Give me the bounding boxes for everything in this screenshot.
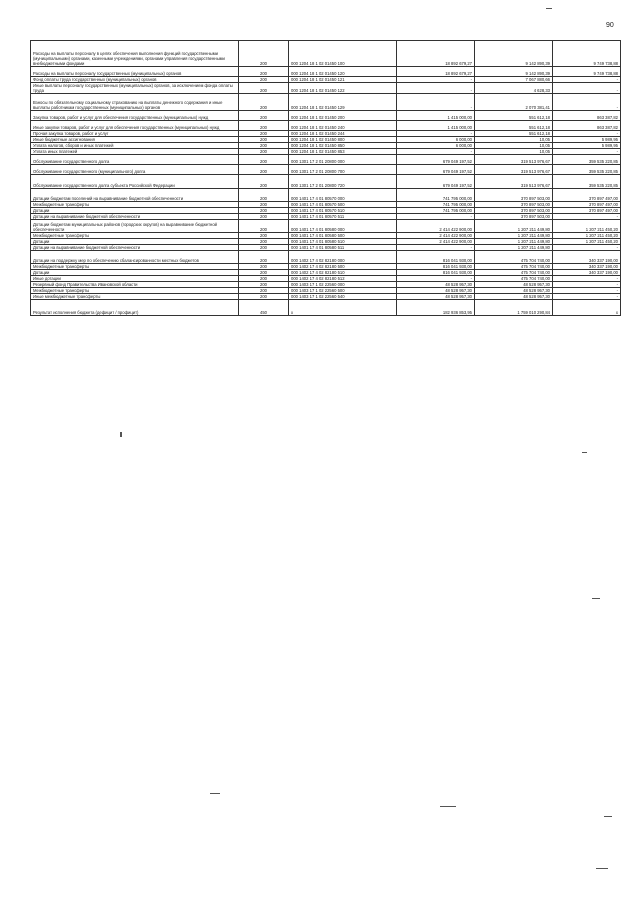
row-line-code: 200 [239, 94, 289, 111]
row-budget-code: 000 1301 17 2 01 20800 700 [289, 165, 397, 175]
row-name: Результат исполнения бюджета (дефицит / профицит) [31, 300, 239, 316]
row-name: Обслуживание государственного (муниципального) долга [31, 165, 239, 175]
table-row [31, 83, 621, 94]
row-line-code: 200 [239, 276, 289, 282]
row-remaining: - [553, 294, 621, 300]
row-budget-code: 000 1204 18 1 02 01450 200 [289, 111, 397, 121]
row-line-code: 200 [239, 41, 289, 67]
row-line-code: 200 [239, 83, 289, 94]
row-name: Обслуживание государственного долга субъекта Российской Федерации [31, 175, 239, 189]
row-executed: 370 897 503,00 [475, 208, 553, 214]
row-name: Иные бюджетные ассигнования [31, 137, 239, 143]
result-row [31, 300, 621, 316]
row-remaining: - [553, 276, 621, 282]
row-line-code: 200 [239, 121, 289, 131]
row-remaining: - [553, 245, 621, 251]
row-executed: 10,05 [475, 137, 553, 143]
row-budget-code: 000 1402 17 4 02 82180 510 [289, 270, 397, 276]
row-approved: - [397, 131, 475, 137]
row-remaining: - [553, 94, 621, 111]
table-row [31, 165, 621, 175]
table-row [31, 155, 621, 165]
row-remaining: 340 337 190,00 [553, 264, 621, 270]
row-line-code: 200 [239, 270, 289, 276]
row-executed: 10,05 [475, 149, 553, 155]
row-name: Взносы по обязательному социальному страхованию на выплаты денежного содержания и иные выплаты работникам государственных (муниципальных) органов [31, 94, 239, 111]
row-approved: 2 414 422 900,00 [397, 233, 475, 239]
row-line-code: 200 [239, 149, 289, 155]
row-name: Прочая закупка товаров, работ и услуг [31, 131, 239, 137]
row-remaining: 370 897 497,00 [553, 202, 621, 208]
row-budget-code: 000 1402 17 4 02 82180 000 [289, 251, 397, 264]
row-budget-code: 000 1403 17 1 02 22560 000 [289, 282, 397, 288]
row-executed: 7 067 880,66 [475, 77, 553, 83]
row-budget-code: 000 1204 18 1 02 01450 853 [289, 149, 397, 155]
row-line-code: 200 [239, 155, 289, 165]
row-approved: 18 892 679,27 [397, 67, 475, 77]
budget-execution-table [30, 40, 621, 316]
row-approved: 182 936 853,95 [397, 300, 475, 316]
row-line-code: 200 [239, 251, 289, 264]
row-remaining: 370 897 497,00 [553, 208, 621, 214]
table-row [31, 251, 621, 264]
row-approved: 6 000,00 [397, 137, 475, 143]
row-remaining: 5 989,95 [553, 143, 621, 149]
table-row [31, 41, 621, 67]
row-name: Расходы на выплаты персоналу в целях обеспечения выполнения функций государственными (муниципальными) органами, казенными учреждениями, органами управления государственными внебюджетными фондами [31, 41, 239, 67]
row-line-code: 200 [239, 189, 289, 202]
row-budget-code: 000 1402 17 4 02 82180 512 [289, 276, 397, 282]
row-remaining: - [553, 288, 621, 294]
row-remaining: 863 387,82 [553, 111, 621, 121]
row-remaining: 340 337 190,00 [553, 251, 621, 264]
row-name: Дотации [31, 208, 239, 214]
table-row [31, 189, 621, 202]
row-remaining: - [553, 149, 621, 155]
row-name: Уплата иных платежей [31, 149, 239, 155]
row-name: Межбюджетные трансферты [31, 233, 239, 239]
row-remaining: - [553, 131, 621, 137]
table-row [31, 94, 621, 111]
row-executed: 370 897 503,00 [475, 189, 553, 202]
row-line-code: 200 [239, 175, 289, 189]
row-approved: 816 041 930,00 [397, 270, 475, 276]
row-line-code: 200 [239, 264, 289, 270]
row-remaining: 359 535 220,85 [553, 175, 621, 189]
row-approved: 741 795 000,00 [397, 208, 475, 214]
row-budget-code: 000 1401 17 4 01 80580 510 [289, 239, 397, 245]
row-budget-code: 000 1403 17 1 02 22560 500 [289, 288, 397, 294]
row-executed: 4 628,33 [475, 83, 553, 94]
row-executed: 48 528 957,30 [475, 282, 553, 288]
row-approved: 816 041 930,00 [397, 251, 475, 264]
row-approved: - [397, 214, 475, 220]
row-executed: 475 704 740,00 [475, 251, 553, 264]
row-approved: 2 414 422 900,00 [397, 239, 475, 245]
row-budget-code: 000 1401 17 4 01 80570 510 [289, 208, 397, 214]
row-executed: 319 513 976,67 [475, 175, 553, 189]
row-approved: 741 795 000,00 [397, 202, 475, 208]
row-budget-code: 000 1204 18 1 02 01450 121 [289, 77, 397, 83]
row-remaining: - [553, 282, 621, 288]
row-approved: 679 049 197,52 [397, 175, 475, 189]
table-row [31, 121, 621, 131]
row-budget-code: 000 1204 18 1 02 01450 850 [289, 143, 397, 149]
row-budget-code: 000 1301 17 2 01 20800 720 [289, 175, 397, 189]
row-approved: 1 415 000,00 [397, 111, 475, 121]
row-approved: 679 049 197,52 [397, 155, 475, 165]
row-executed: 1 207 211 449,80 [475, 245, 553, 251]
row-line-code: 200 [239, 165, 289, 175]
row-name: Дотации бюджетам поселений на выравнивание бюджетной обеспеченности [31, 189, 239, 202]
row-budget-code: 000 1204 18 1 02 01450 244 [289, 131, 397, 137]
row-remaining: 1 207 211 450,20 [553, 220, 621, 233]
row-line-code: 200 [239, 202, 289, 208]
row-remaining: - [553, 83, 621, 94]
row-line-code: 200 [239, 67, 289, 77]
row-remaining: 340 337 190,00 [553, 270, 621, 276]
row-budget-code: 000 1403 17 1 02 22560 540 [289, 294, 397, 300]
row-approved: - [397, 276, 475, 282]
row-approved: 1 415 000,00 [397, 121, 475, 131]
row-executed: 1 207 211 449,80 [475, 220, 553, 233]
row-name: Уплата налогов, сборов и иных платежей [31, 143, 239, 149]
row-executed: 48 528 957,30 [475, 294, 553, 300]
row-name: Дотации на поддержку мер по обеспечению сбалансированности местных бюджетов [31, 251, 239, 264]
row-name: Дотации [31, 270, 239, 276]
row-budget-code: 000 1204 18 1 02 01450 100 [289, 41, 397, 67]
row-name: Дотации на выравнивание бюджетной обеспеченности [31, 245, 239, 251]
row-approved: 6 000,00 [397, 143, 475, 149]
row-line-code: 200 [239, 111, 289, 121]
row-budget-code: 000 1401 17 4 01 80580 000 [289, 220, 397, 233]
row-line-code: 200 [239, 137, 289, 143]
row-line-code: 200 [239, 282, 289, 288]
row-budget-code: 000 1301 17 2 01 20800 000 [289, 155, 397, 165]
row-executed: 475 704 740,00 [475, 276, 553, 282]
row-executed: 551 612,18 [475, 111, 553, 121]
row-executed: 1 759 010 290,84 [475, 300, 553, 316]
row-name: Иные межбюджетные трансферты [31, 294, 239, 300]
row-executed: 10,05 [475, 143, 553, 149]
row-name: Межбюджетные трансферты [31, 288, 239, 294]
row-executed: 475 704 740,00 [475, 270, 553, 276]
row-line-code: 200 [239, 131, 289, 137]
row-name: Иные закупки товаров, работ и услуг для обеспечения государственных (муниципальных) нужд [31, 121, 239, 131]
row-executed: 319 513 976,67 [475, 165, 553, 175]
table-row [31, 245, 621, 251]
page-number: 90 [606, 22, 614, 29]
row-executed: 475 704 740,00 [475, 264, 553, 270]
row-approved: - [397, 83, 475, 94]
row-remaining: x [553, 300, 621, 316]
row-line-code: 200 [239, 214, 289, 220]
table-row [31, 111, 621, 121]
row-remaining: 9 749 738,88 [553, 41, 621, 67]
row-budget-code: 000 1401 17 4 01 80580 511 [289, 245, 397, 251]
row-budget-code: 000 1204 18 1 02 01450 122 [289, 83, 397, 94]
table-row [31, 77, 621, 83]
table-row [31, 175, 621, 189]
row-budget-code: 000 1204 18 1 02 01450 240 [289, 121, 397, 131]
row-remaining: 5 989,95 [553, 137, 621, 143]
row-approved: 48 528 957,30 [397, 288, 475, 294]
row-executed: 9 142 890,39 [475, 67, 553, 77]
row-approved: 2 414 422 900,00 [397, 220, 475, 233]
row-name: Дотации бюджетам муниципальных районов (городских округов) на выравнивание бюджетной обеспеченности [31, 220, 239, 233]
row-name: Дотации [31, 239, 239, 245]
row-budget-code: 000 1401 17 4 01 80580 500 [289, 233, 397, 239]
row-name: Резервный фонд Правительства Ивановской области [31, 282, 239, 288]
table-row [31, 214, 621, 220]
row-approved: - [397, 77, 475, 83]
row-name: Закупка товаров, работ и услуг для обеспечения государственных (муниципальных) нужд [31, 111, 239, 121]
row-budget-code: 000 1401 17 4 01 80570 500 [289, 202, 397, 208]
row-name: Расходы на выплаты персоналу государственных (муниципальных) органов [31, 67, 239, 77]
row-name: Иные дотации [31, 276, 239, 282]
row-remaining: 9 749 738,88 [553, 67, 621, 77]
row-line-code: 200 [239, 220, 289, 233]
row-approved: 18 892 679,27 [397, 41, 475, 67]
row-remaining: 1 207 211 450,20 [553, 233, 621, 239]
row-budget-code: 000 1401 17 4 01 80570 000 [289, 189, 397, 202]
row-approved: 741 795 000,00 [397, 189, 475, 202]
row-executed: 370 897 503,00 [475, 214, 553, 220]
row-executed: 9 142 890,39 [475, 41, 553, 67]
row-name: Фонд оплаты труда государственных (муниципальных) органов [31, 77, 239, 83]
row-budget-code: 000 1204 18 1 02 01450 800 [289, 137, 397, 143]
row-remaining: 370 897 497,00 [553, 189, 621, 202]
row-budget-code: 000 1204 18 1 02 01450 120 [289, 67, 397, 77]
row-name: Иные выплаты персоналу государственных (муниципальных) органов, за исключением фонда оплаты труда [31, 83, 239, 94]
row-remaining: 863 387,82 [553, 121, 621, 131]
row-line-code: 200 [239, 143, 289, 149]
row-executed: 2 070 381,41 [475, 94, 553, 111]
row-remaining: 359 535 220,85 [553, 155, 621, 165]
row-name: Межбюджетные трансферты [31, 264, 239, 270]
table-row [31, 282, 621, 288]
row-name: Межбюджетные трансферты [31, 202, 239, 208]
row-executed: 551 612,18 [475, 121, 553, 131]
row-executed: 319 513 976,67 [475, 155, 553, 165]
row-budget-code: x [289, 300, 397, 316]
table-row [31, 67, 621, 77]
row-approved: - [397, 245, 475, 251]
row-executed: 551 612,18 [475, 131, 553, 137]
row-executed: 1 207 211 449,80 [475, 239, 553, 245]
row-line-code: 200 [239, 294, 289, 300]
row-line-code: 200 [239, 288, 289, 294]
row-name: Дотации на выравнивание бюджетной обеспеченности [31, 214, 239, 220]
row-executed: 48 528 957,30 [475, 288, 553, 294]
row-approved: - [397, 149, 475, 155]
row-remaining: 359 535 220,85 [553, 165, 621, 175]
row-line-code: 200 [239, 245, 289, 251]
row-line-code: 450 [239, 300, 289, 316]
row-budget-code: 000 1402 17 4 02 82180 500 [289, 264, 397, 270]
row-approved: 816 041 930,00 [397, 264, 475, 270]
row-remaining: - [553, 214, 621, 220]
row-executed: 370 897 503,00 [475, 202, 553, 208]
row-approved: - [397, 94, 475, 111]
row-budget-code: 000 1401 17 4 01 80570 511 [289, 214, 397, 220]
row-line-code: 200 [239, 233, 289, 239]
row-approved: 48 528 957,30 [397, 282, 475, 288]
row-approved: 48 528 957,30 [397, 294, 475, 300]
row-line-code: 200 [239, 77, 289, 83]
row-line-code: 200 [239, 208, 289, 214]
row-budget-code: 000 1204 18 1 02 01450 129 [289, 94, 397, 111]
row-line-code: 200 [239, 239, 289, 245]
row-executed: 1 207 211 449,80 [475, 233, 553, 239]
table-row [31, 220, 621, 233]
row-name: Обслуживание государственного долга [31, 155, 239, 165]
row-approved: 679 049 197,52 [397, 165, 475, 175]
row-remaining: - [553, 77, 621, 83]
row-remaining: 1 207 211 450,20 [553, 239, 621, 245]
